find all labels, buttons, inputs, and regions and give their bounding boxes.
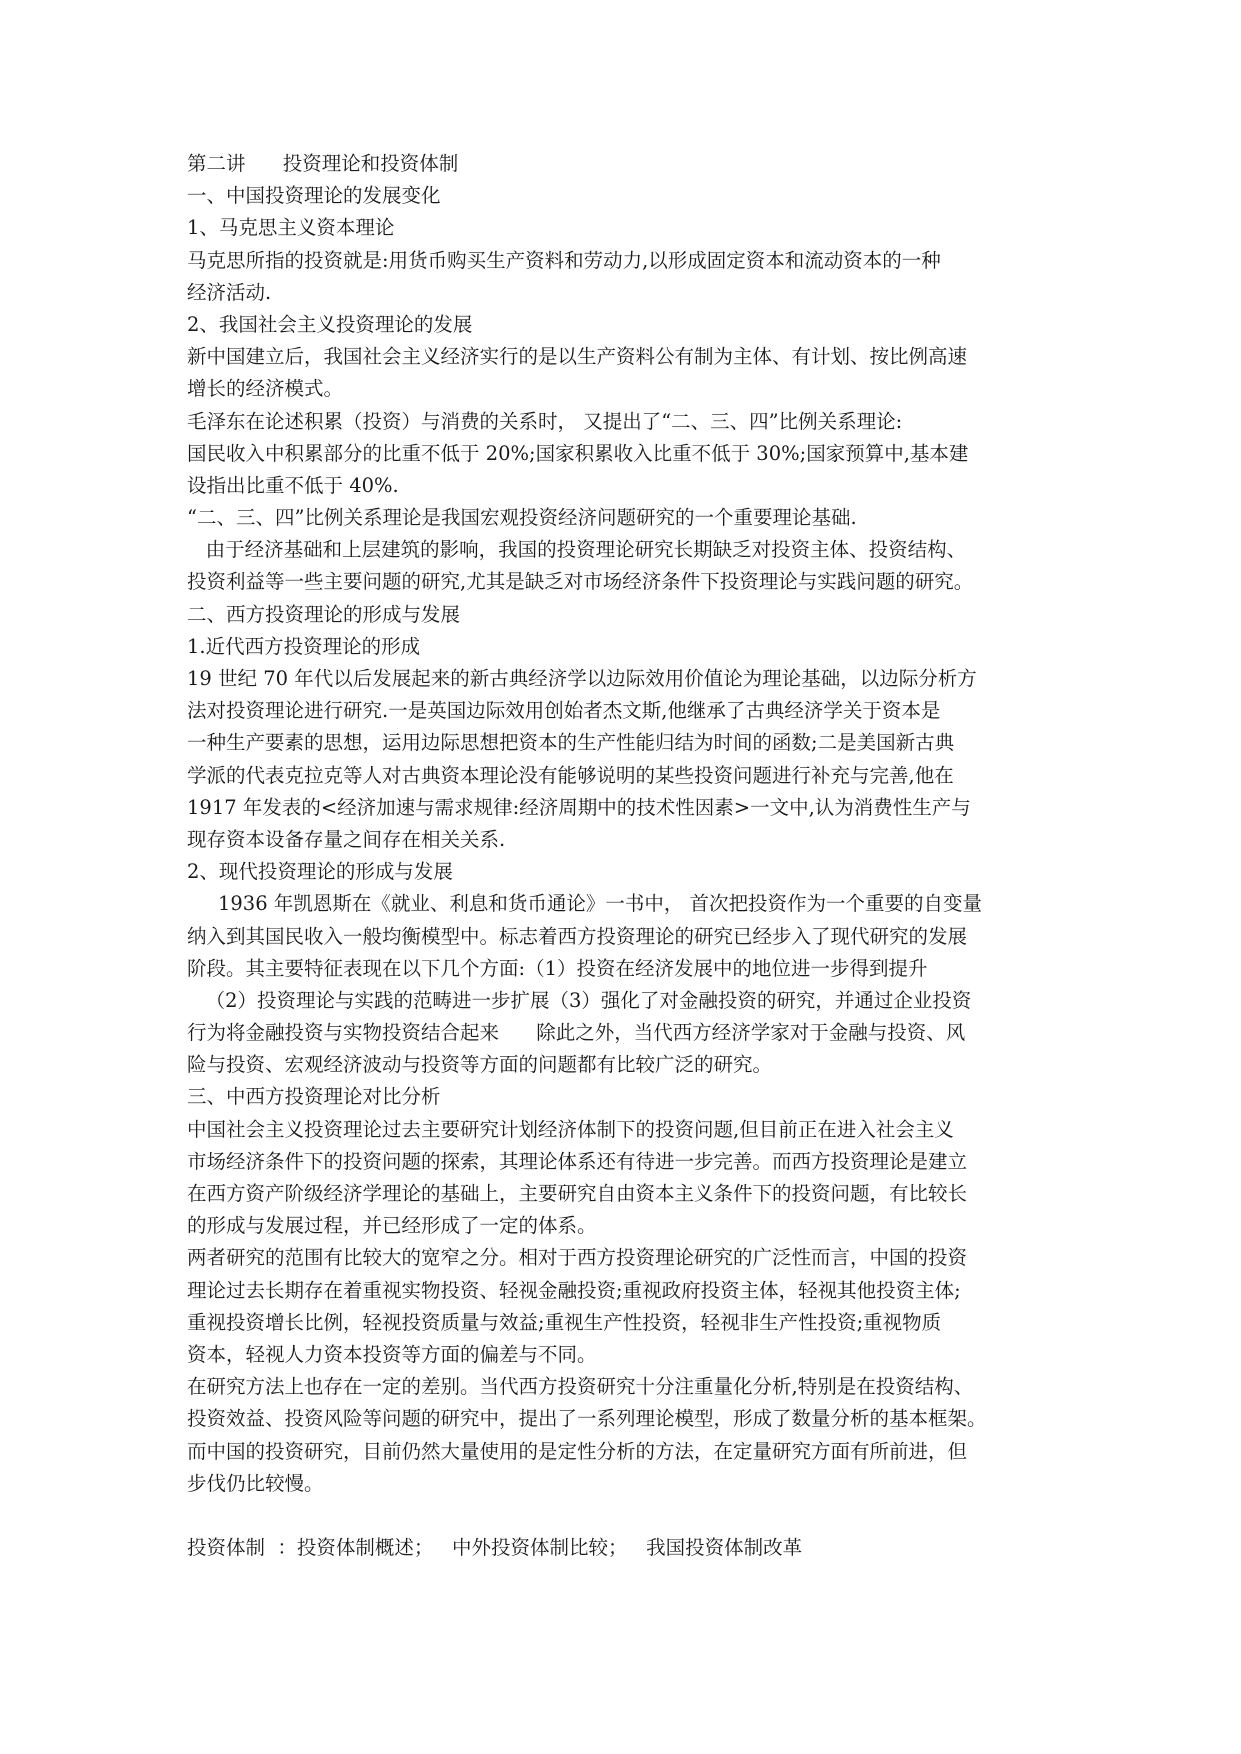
text-line: 重视投资增长比例，轻视投资质量与效益;重视生产性投资，轻视非生产性投资;重视物质 — [187, 1310, 942, 1334]
text-line: 马克思所指的投资就是:用货币购买生产资料和劳动力,以形成固定资本和流动资本的一种 — [187, 248, 941, 272]
text-line: 阶段。其主要特征表现在以下几个方面:（1）投资在经济发展中的地位进一步得到提升 — [187, 956, 928, 980]
text-line: 投资体制 ：投资体制概述； 中外投资体制比较； 我国投资体制改革 — [187, 1536, 803, 1560]
text-line: 的形成与发展过程，并已经形成了一定的体系。 — [187, 1214, 597, 1238]
text-line: 一、中国投资理论的发展变化 — [187, 184, 441, 208]
text-line: 增长的经济模式。 — [187, 377, 344, 401]
text-line: 险与投资、宏观经济波动与投资等方面的问题都有比较广泛的研究。 — [187, 1053, 773, 1077]
text-line: 2、我国社会主义投资理论的发展 — [187, 312, 473, 336]
text-line: 国民收入中积累部分的比重不低于 20%;国家积累收入比重不低于 30%;国家预算中,基本建 — [187, 441, 969, 465]
blank-line — [187, 1500, 1067, 1532]
text-line: 资本，轻视人力资本投资等方面的偏差与不同。 — [187, 1342, 597, 1366]
text-line: 两者研究的范围有比较大的宽窄之分。相对于西方投资理论研究的广泛性而言，中国的投资 — [187, 1246, 968, 1270]
text-line: 在研究方法上也存在一定的差别。当代西方投资研究十分注重量化分析,特别是在投资结构、 — [187, 1375, 974, 1399]
text-line: 法对投资理论进行研究.一是英国边际效用创始者杰文斯,他继承了古典经济学关于资本是 — [187, 699, 941, 723]
text-line: 第二讲 投资理论和投资体制 — [187, 152, 459, 175]
text-line: 三、中西方投资理论对比分析 — [187, 1085, 441, 1109]
text-line: 在西方资产阶级经济学理论的基础上，主要研究自由资本主义条件下的投资问题，有比较长 — [187, 1182, 968, 1205]
text-line: 纳入到其国民收入一般均衡模型中。标志着西方投资理论的研究已经步入了现代研究的发展 — [187, 924, 968, 948]
text-line: 学派的代表克拉克等人对古典资本理论没有能够说明的某些投资问题进行补充与完善,他在 — [187, 763, 954, 787]
text-line: 19 世纪 70 年代以后发展起来的新古典经济学以边际效用价值论为理论基础，以边际分析方 — [187, 667, 977, 690]
document-body — [187, 148, 1067, 1564]
text-line: 1、马克思主义资本理论 — [187, 216, 395, 240]
text-line: 新中国建立后，我国社会主义经济实行的是以生产资料公有制为主体、有计划、按比例高速 — [187, 345, 968, 369]
text-line: 市场经济条件下的投资问题的探索，其理论体系还有待进一步完善。而西方投资理论是建立 — [187, 1149, 968, 1173]
text-line: “二、三、四”比例关系理论是我国宏观投资经济问题研究的一个重要理论基础. — [187, 506, 857, 530]
text-line: 行为将金融投资与实物投资结合起来 除此之外，当代西方经济学家对于金融与投资、风 — [187, 1021, 966, 1045]
text-line: 二、西方投资理论的形成与发展 — [187, 602, 461, 626]
text-line: 步伐仍比较慢。 — [187, 1471, 324, 1495]
text-line: 1917 年发表的<经济加速与需求规律:经济周期中的技术性因素>一文中,认为消费性生产与 — [187, 795, 971, 819]
text-line: 经济活动. — [187, 280, 272, 304]
text-line: 1.近代西方投资理论的形成 — [187, 634, 421, 658]
text-line: （2）投资理论与实践的范畴进一步扩展（3）强化了对金融投资的研究，并通过企业投资 — [187, 988, 972, 1012]
text-line: 现存资本设备存量之间存在相关关系. — [187, 827, 506, 851]
text-line: 投资利益等一些主要问题的研究,尤其是缺乏对市场经济条件下投资理论与实践问题的研究。 — [187, 570, 974, 594]
text-line: 中国社会主义投资理论过去主要研究计划经济体制下的投资问题,但目前正在进入社会主义 — [187, 1117, 954, 1141]
text-line: 而中国的投资研究，目前仍然大量使用的是定性分析的方法，在定量研究方面有所前进，但 — [187, 1439, 968, 1463]
text-line: 2、现代投资理论的形成与发展 — [187, 860, 453, 884]
text-line: 由于经济基础和上层建筑的影响，我国的投资理论研究长期缺乏对投资主体、投资结构、 — [187, 538, 967, 562]
text-line: 一种生产要素的思想，运用边际思想把资本的生产性能归结为时间的函数;二是美国新古典 — [187, 731, 955, 755]
text-line: 设指出比重不低于 40%. — [187, 473, 399, 497]
text-line: 理论过去长期存在着重视实物投资、轻视金融投资;重视政府投资主体，轻视其他投资主体; — [187, 1278, 961, 1302]
text-line: 1936 年凯恩斯在《就业、利息和货币通论》一书中， 首次把投资作为一个重要的自变量 — [187, 892, 983, 916]
text-line: 毛泽东在论述积累（投资）与消费的关系时， 又提出了“二、三、四”比例关系理论: — [187, 409, 903, 433]
text-line: 投资效益、投资风险等问题的研究中，提出了一系列理论模型，形成了数量分析的基本框架。 — [187, 1407, 987, 1431]
